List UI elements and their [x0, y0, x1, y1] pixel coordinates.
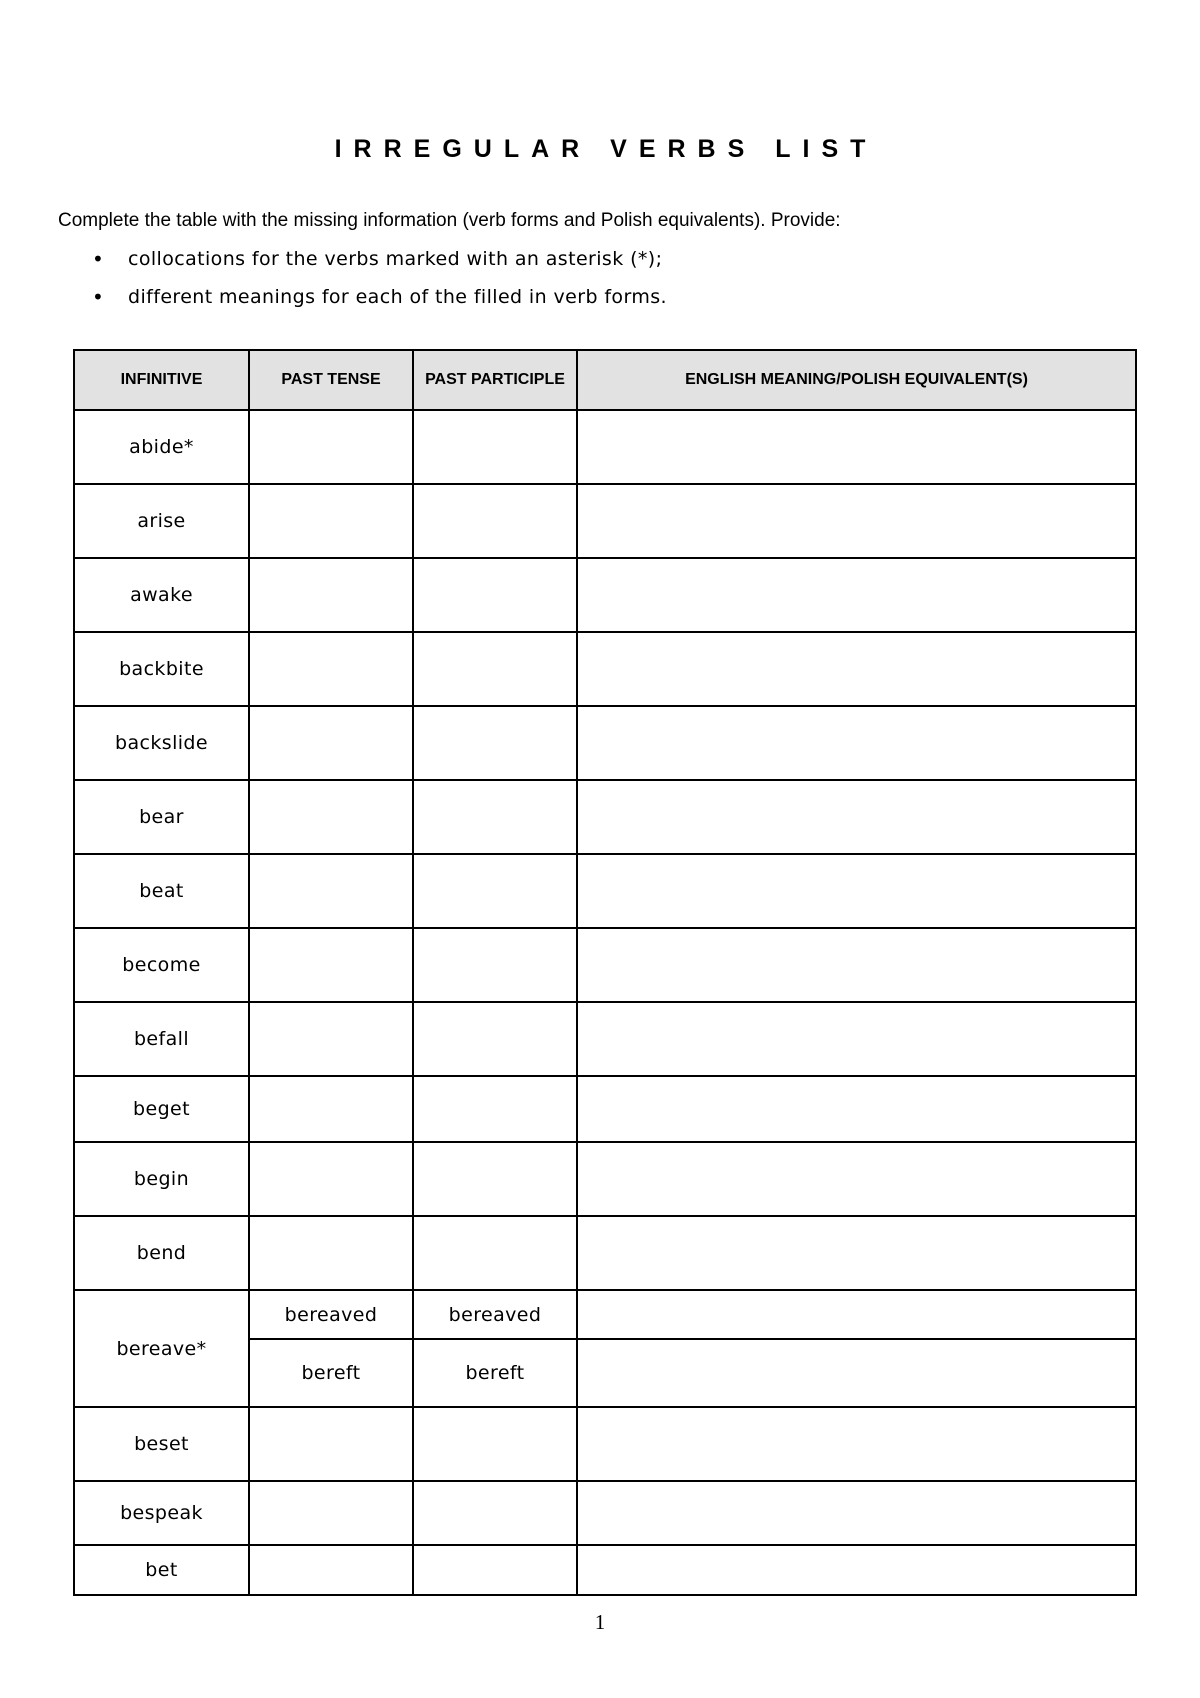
meaning-cell[interactable] — [577, 410, 1136, 484]
past-tense-cell[interactable] — [249, 854, 413, 928]
past-participle-cell: bereaved — [413, 1290, 577, 1339]
past-participle-cell[interactable] — [413, 780, 577, 854]
past-participle-cell[interactable] — [413, 484, 577, 558]
meaning-cell[interactable] — [577, 706, 1136, 780]
past-participle-cell[interactable] — [413, 1142, 577, 1216]
past-participle-cell[interactable] — [413, 1545, 577, 1595]
meaning-cell[interactable] — [577, 1481, 1136, 1545]
meaning-cell[interactable] — [577, 928, 1136, 1002]
meaning-cell[interactable] — [577, 1076, 1136, 1142]
past-tense-cell: bereaved — [249, 1290, 413, 1339]
meaning-cell[interactable] — [577, 558, 1136, 632]
meaning-cell[interactable] — [577, 854, 1136, 928]
past-participle-cell[interactable] — [413, 1481, 577, 1545]
page-number: 1 — [594, 1610, 606, 1634]
past-tense-cell[interactable] — [249, 1407, 413, 1481]
page-title: IRREGULAR VERBS LIST — [334, 135, 878, 163]
header-past-tense: PAST TENSE — [249, 350, 413, 410]
table-row — [74, 1481, 1136, 1545]
header-infinitive: INFINITIVE — [74, 350, 249, 410]
meaning-cell[interactable] — [577, 780, 1136, 854]
infinitive-cell: become — [74, 928, 249, 1002]
past-participle-cell: bereft — [413, 1339, 577, 1407]
table-row — [74, 484, 1136, 558]
past-tense-cell[interactable] — [249, 632, 413, 706]
meaning-cell[interactable] — [577, 1407, 1136, 1481]
table-row — [74, 1142, 1136, 1216]
instruction-bullet-list — [90, 244, 667, 320]
past-participle-cell[interactable] — [413, 1216, 577, 1290]
past-tense-cell[interactable] — [249, 780, 413, 854]
past-tense-cell[interactable] — [249, 1142, 413, 1216]
infinitive-cell: arise — [74, 484, 249, 558]
past-participle-cell[interactable] — [413, 1407, 577, 1481]
past-participle-cell[interactable] — [413, 410, 577, 484]
table-header-row — [74, 350, 1136, 410]
bullet-text: different meanings for each of the filled in verb forms. — [128, 286, 667, 308]
infinitive-cell: bear — [74, 780, 249, 854]
past-participle-cell[interactable] — [413, 1002, 577, 1076]
meaning-cell[interactable] — [577, 1002, 1136, 1076]
infinitive-cell: begin — [74, 1142, 249, 1216]
infinitive-cell: bespeak — [74, 1481, 249, 1545]
meaning-cell[interactable] — [577, 1545, 1136, 1595]
past-tense-cell[interactable] — [249, 1545, 413, 1595]
infinitive-cell: abide* — [74, 410, 249, 484]
infinitive-cell: beat — [74, 854, 249, 928]
meaning-cell[interactable] — [577, 1142, 1136, 1216]
past-tense-cell[interactable] — [249, 1076, 413, 1142]
past-tense-cell[interactable] — [249, 410, 413, 484]
past-participle-cell[interactable] — [413, 706, 577, 780]
infinitive-cell: backslide — [74, 706, 249, 780]
past-tense-cell[interactable] — [249, 706, 413, 780]
past-tense-cell[interactable] — [249, 1216, 413, 1290]
past-participle-cell[interactable] — [413, 928, 577, 1002]
bullet-item — [90, 282, 667, 320]
infinitive-cell: bereave* — [74, 1290, 249, 1407]
infinitive-cell: backbite — [74, 632, 249, 706]
meaning-cell[interactable] — [577, 484, 1136, 558]
bullet-text: collocations for the verbs marked with an asterisk (*); — [128, 248, 663, 270]
table-row — [74, 928, 1136, 1002]
infinitive-cell: awake — [74, 558, 249, 632]
instructions-text: Complete the table with the missing information (verb forms and Polish equivalents). Provide: — [58, 210, 841, 231]
meaning-cell[interactable] — [577, 1339, 1136, 1407]
header-meaning: ENGLISH MEANING/POLISH EQUIVALENT(S) — [577, 350, 1136, 410]
table-row — [74, 632, 1136, 706]
table-row — [74, 558, 1136, 632]
table-row — [74, 854, 1136, 928]
infinitive-cell: beset — [74, 1407, 249, 1481]
past-tense-cell[interactable] — [249, 1481, 413, 1545]
past-tense-cell: bereft — [249, 1339, 413, 1407]
table-row — [74, 1002, 1136, 1076]
infinitive-cell: beget — [74, 1076, 249, 1142]
table-row — [74, 410, 1136, 484]
bullet-icon: • — [92, 285, 105, 309]
table-row — [74, 1290, 1136, 1339]
infinitive-cell: bet — [74, 1545, 249, 1595]
past-participle-cell[interactable] — [413, 558, 577, 632]
past-participle-cell[interactable] — [413, 1076, 577, 1142]
bullet-item — [90, 244, 667, 282]
meaning-cell[interactable] — [577, 1290, 1136, 1339]
table-row — [74, 1216, 1136, 1290]
past-participle-cell[interactable] — [413, 854, 577, 928]
table-row — [74, 780, 1136, 854]
table-row — [74, 1545, 1136, 1595]
bullet-icon: • — [92, 247, 105, 271]
meaning-cell[interactable] — [577, 632, 1136, 706]
past-participle-cell[interactable] — [413, 632, 577, 706]
past-tense-cell[interactable] — [249, 1002, 413, 1076]
infinitive-cell: bend — [74, 1216, 249, 1290]
table-row — [74, 706, 1136, 780]
meaning-cell[interactable] — [577, 1216, 1136, 1290]
past-tense-cell[interactable] — [249, 558, 413, 632]
past-tense-cell[interactable] — [249, 928, 413, 1002]
past-tense-cell[interactable] — [249, 484, 413, 558]
table-row — [74, 1076, 1136, 1142]
irregular-verbs-table — [73, 349, 1137, 1596]
header-past-participle: PAST PARTICIPLE — [413, 350, 577, 410]
table-row — [74, 1407, 1136, 1481]
infinitive-cell: befall — [74, 1002, 249, 1076]
